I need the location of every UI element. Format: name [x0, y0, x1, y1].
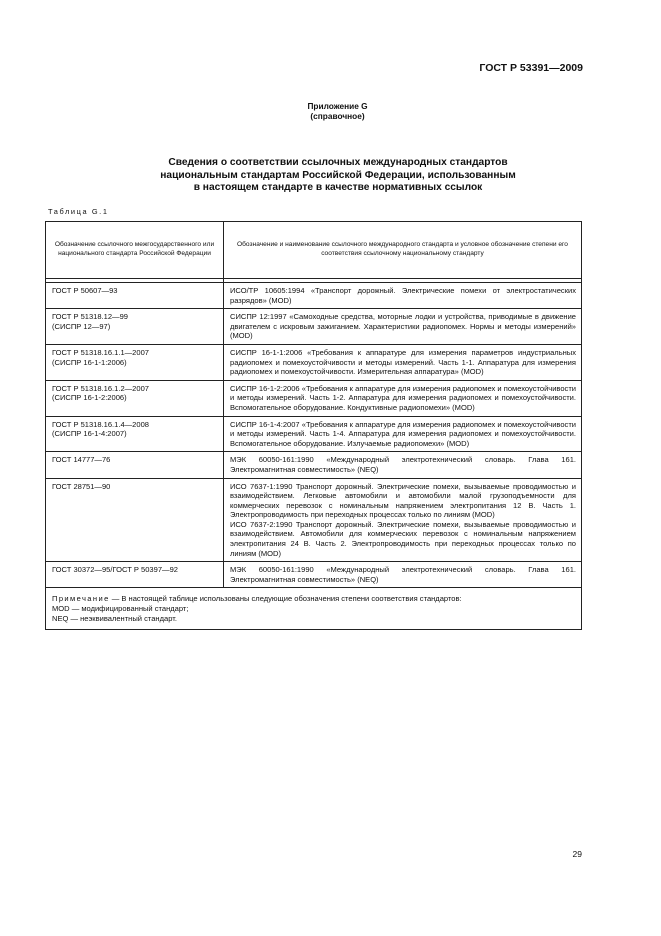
table-row [46, 478, 582, 562]
national-standard: ГОСТ Р 51318.16.1.4—2008 [52, 419, 149, 429]
iso-7637-1-description: ИСО 7637-1:1990 Транспорт дорожный. Электрические помехи, вызываемые проводимостью и взаимодействием. Легковые автомобили и автомобили малой грузоподъемности для коммерческих перевозок с номинальным напряжением электропитания 12 В. Часть 1. Электропроводимость при переходных процессах только по линиям (MOD) [230, 481, 576, 520]
international-standard-cell: СИСПР 12:1997 «Самоходные средства, моторные лодки и устройства, приводимые в движение двигателем с искровым зажиганием. Характеристики радиопомех. Нормы и методы измерений» (MOD) [224, 309, 582, 345]
iso-7637-2-description: ИСО 7637-2:1990 Транспорт дорожный. Электрические помехи, вызываемые проводимостью и взаимодействием. Автомобили для коммерческих перевозок с номинальным напряжением электропитания 24 В. Часть 2. Электропроводимость при переходных процессах только по линиям (MOD) [230, 519, 576, 558]
table-row [46, 416, 582, 452]
table-row [46, 562, 582, 588]
table-caption: Таблица G.1 [48, 207, 109, 216]
national-standard-cell [46, 562, 224, 588]
note-label: Примечание [52, 594, 110, 604]
annex-subtitle: (справочное) [310, 111, 365, 121]
international-standard-cell: ИСО/ТР 10605:1994 «Транспорт дорожный. Электрические помехи от электростатических разрядов» (MOD) [224, 283, 582, 309]
table-note [46, 588, 582, 630]
annex-title: Приложение G [307, 101, 368, 111]
national-standard-cell [46, 380, 224, 416]
column-header-international: Обозначение и наименование ссылочного международного стандарта и условное обозначение степени его соответствия ссылочному национальному стандарту [224, 222, 582, 279]
national-standard-cell [46, 344, 224, 380]
table-row [46, 309, 582, 345]
national-standard-cell [46, 283, 224, 309]
international-standard-cell: СИСПР 16-1-2:2006 «Требования к аппаратуре для измерения радиопомех и помехоустойчивости и методы измерений. Часть 1-2. Аппаратура для измерения радиопомех и помехоустойчивости. Вспомогательное оборудование. Кондуктивные радиопомехи» (MOD) [224, 380, 582, 416]
international-standard-cell: МЭК 60050-161:1990 «Международный электротехнический словарь. Глава 161. Электромагнитная совместимость» (NEQ) [224, 452, 582, 478]
international-standard-cell [224, 478, 582, 562]
title-line: в настоящем стандарте в качестве нормативных ссылок [193, 182, 483, 193]
page-number: 29 [572, 849, 582, 859]
table-row [46, 344, 582, 380]
cispr-equivalent: (СИСПР 12—97) [52, 321, 111, 331]
national-standard-cell [46, 416, 224, 452]
document-code: ГОСТ Р 53391—2009 [479, 62, 583, 74]
note-neq-definition: NEQ — неэквивалентный стандарт. [52, 613, 177, 623]
note-text: — В настоящей таблице использованы следующие обозначения степени соответствия стандартов: [109, 594, 462, 604]
table-note-row [46, 588, 582, 630]
international-standard-cell: МЭК 60050-161:1990 «Международный электротехнический словарь. Глава 161. Электромагнитная совместимость» (NEQ) [224, 562, 582, 588]
section-title [100, 157, 576, 195]
national-standard: ГОСТ Р 51318.16.1.1—2007 [52, 347, 149, 357]
table-row [46, 380, 582, 416]
international-standard-cell: СИСПР 16-1-1:2006 «Требования к аппаратуре для измерения параметров индустриальных радиопомех и помехоустойчивости и методы измерений. Часть 1-1. Аппаратура для измерения радиопомех и помехоустойчивости. Измерительная аппаратура» (MOD) [224, 344, 582, 380]
annex-heading [0, 101, 661, 121]
national-standard-cell [46, 309, 224, 345]
national-standard: ГОСТ 14777—76 [52, 455, 111, 465]
national-standard: ГОСТ 30372—95/ГОСТ Р 50397—92 [52, 565, 178, 575]
international-standard-cell: СИСПР 16-1-4:2007 «Требования к аппаратуре для измерения радиопомех и помехоустойчивости и методы измерений. Часть 1-4. Аппаратура для измерения радиопомех и помехоустойчивости. Вспомогательное оборудование. Излучаемые радиопомехи» (MOD) [224, 416, 582, 452]
cispr-equivalent: (СИСПР 16-1-1:2006) [52, 357, 127, 367]
column-header-national: Обозначение ссылочного межгосударственного или национального стандарта Российской Федерации [46, 222, 224, 279]
national-standard-cell [46, 452, 224, 478]
national-standard: ГОСТ 28751—90 [52, 481, 111, 491]
cispr-equivalent: (СИСПР 16-1-4:2007) [52, 429, 127, 439]
national-standard: ГОСТ Р 50607—93 [52, 286, 118, 295]
table-row [46, 283, 582, 309]
national-standard-cell [46, 478, 224, 562]
table-header-row [46, 222, 582, 279]
note-mod-definition: MOD — модифицированный стандарт; [52, 604, 189, 614]
title-line: Сведения о соответствии ссылочных международных стандартов [168, 157, 508, 168]
note-intro [52, 594, 575, 604]
title-line: национальным стандартам Российской Федерации, использованным [160, 169, 516, 181]
national-standard: ГОСТ Р 51318.12—99 [52, 312, 128, 322]
table-row [46, 452, 582, 478]
cispr-equivalent: (СИСПР 16-1-2:2006) [52, 393, 127, 403]
standards-table [45, 221, 582, 630]
national-standard: ГОСТ Р 51318.16.1.2—2007 [52, 383, 149, 393]
